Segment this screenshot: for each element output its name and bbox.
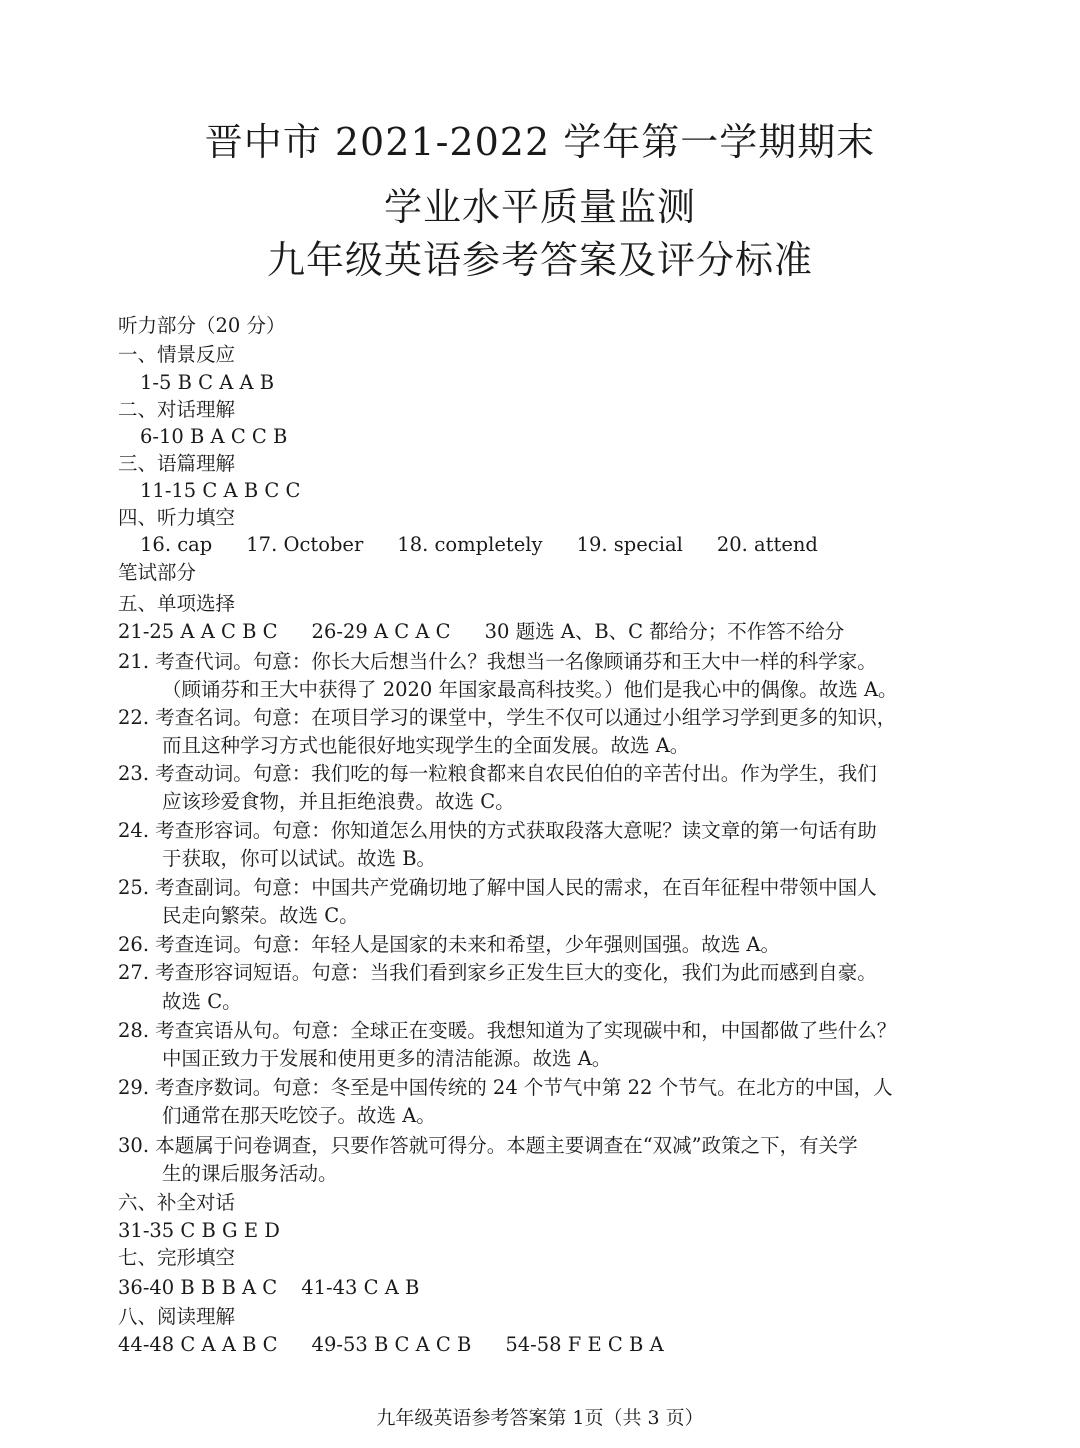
answers-41-43: 41-43 C A B (301, 1276, 420, 1299)
listening-heading: 听力部分（20 分） (118, 314, 286, 337)
title-line-2: 学业水平质量监测 (383, 185, 696, 229)
explanation-27-line-1: 27. 考查形容词短语。句意：当我们看到家乡正发生巨大的变化，我们为此而感到自豪。 (118, 961, 877, 984)
explanation-22-line-2: 而且这种学习方式也能很好地实现学生的全面发展。故选 A。 (162, 734, 690, 757)
explanation-28-line-2: 中国正致力于发展和使用更多的清洁能源。故选 A。 (162, 1047, 612, 1070)
answers-54-58: 54-58 F E C B A (505, 1333, 664, 1356)
answer-16: 16. cap (140, 533, 213, 556)
section-1-title: 一、情景反应 (118, 343, 236, 366)
explanation-29-line-2: 们通常在那天吃饺子。故选 A。 (162, 1104, 436, 1127)
explanation-23-line-2: 应该珍爱食物，并且拒绝浪费。故选 C。 (162, 790, 515, 813)
answers-21-25: 21-25 A A C B C (118, 620, 278, 643)
answers-36-40: 36-40 B B B A C (118, 1276, 278, 1299)
explanation-24-line-2: 于获取，你可以试试。故选 B。 (162, 847, 437, 870)
answers-49-53: 49-53 B C A C B (311, 1333, 472, 1356)
explanation-29-line-1: 29. 考查序数词。句意：冬至是中国传统的 24 个节气中第 22 个节气。在北方的中国，人 (118, 1076, 893, 1099)
explanation-30-line-2: 生的课后服务活动。 (162, 1162, 338, 1185)
answers-44-48: 44-48 C A A B C (118, 1333, 278, 1356)
section-7-title: 七、完形填空 (118, 1246, 236, 1269)
section-7-answers (118, 1275, 419, 1301)
explanation-28-line-1: 28. 考查宾语从句。句意：全球正在变暖。我想知道为了实现碳中和，中国都做了些什么？ (118, 1019, 897, 1042)
section-3-title: 三、语篇理解 (118, 452, 236, 475)
title-line-1: 晋中市 2021-2022 学年第一学期期末 (204, 120, 876, 164)
explanation-27-line-2: 故选 C。 (162, 990, 242, 1013)
explanation-30-line-1: 30. 本题属于问卷调查，只要作答就可得分。本题主要调查在“双减”政策之下，有关学 (118, 1134, 858, 1157)
section-4-answers (140, 532, 818, 558)
explanation-24-line-1: 24. 考查形容词。句意：你知道怎么用快的方式获取段落大意呢？读文章的第一句话有助 (118, 819, 877, 842)
answer-20: 20. attend (716, 533, 818, 556)
section-5-title: 五、单项选择 (118, 592, 236, 615)
answer-19: 19. special (576, 533, 683, 556)
section-2-title: 二、对话理解 (118, 398, 236, 421)
section-1-answers: 1-5 B C A A B (140, 371, 275, 394)
explanation-23-line-1: 23. 考查动词。句意：我们吃的每一粒粮食都来自农民伯伯的辛苦付出。作为学生，我们 (118, 762, 877, 785)
explanation-22-line-1: 22. 考查名词。句意：在项目学习的课堂中，学生不仅可以通过小组学习学到更多的知识， (118, 706, 897, 729)
section-3-answers: 11-15 C A B C C (140, 479, 301, 502)
section-8-title: 八、阅读理解 (118, 1305, 236, 1328)
section-2-answers: 6-10 B A C C B (140, 425, 288, 448)
written-heading: 笔试部分 (118, 561, 197, 584)
explanation-25-line-2: 民走向繁荣。故选 C。 (162, 904, 359, 927)
section-5-answers (118, 619, 844, 645)
explanation-25-line-1: 25. 考查副词。句意：中国共产党确切地了解中国人民的需求，在百年征程中带领中国人 (118, 876, 877, 899)
explanation-26-line-1: 26. 考查连词。句意：年轻人是国家的未来和希望，少年强则国强。故选 A。 (118, 933, 780, 956)
section-6-title: 六、补全对话 (118, 1191, 236, 1214)
section-8-answers (118, 1332, 664, 1358)
page-footer: 九年级英语参考答案第 1页（共 3 页） (376, 1407, 704, 1429)
title-line-3: 九年级英语参考答案及评分标准 (266, 238, 813, 282)
section-6-answers: 31-35 C B G E D (118, 1219, 280, 1242)
answers-26-29: 26-29 A C A C (311, 620, 451, 643)
answer-17: 17. October (246, 533, 364, 556)
explanation-21-line-2: （顾诵芬和王大中获得了 2020 年国家最高科技奖。）他们是我心中的偶像。故选 A。 (162, 678, 898, 701)
answer-18: 18. completely (397, 533, 543, 556)
answer-30-note: 30 题选 A、B、C 都给分；不作答不给分 (484, 620, 845, 643)
explanation-21-line-1: 21. 考查代词。句意：你长大后想当什么？我想当一名像顾诵芬和王大中一样的科学家。 (118, 650, 877, 673)
section-4-title: 四、听力填空 (118, 506, 236, 529)
